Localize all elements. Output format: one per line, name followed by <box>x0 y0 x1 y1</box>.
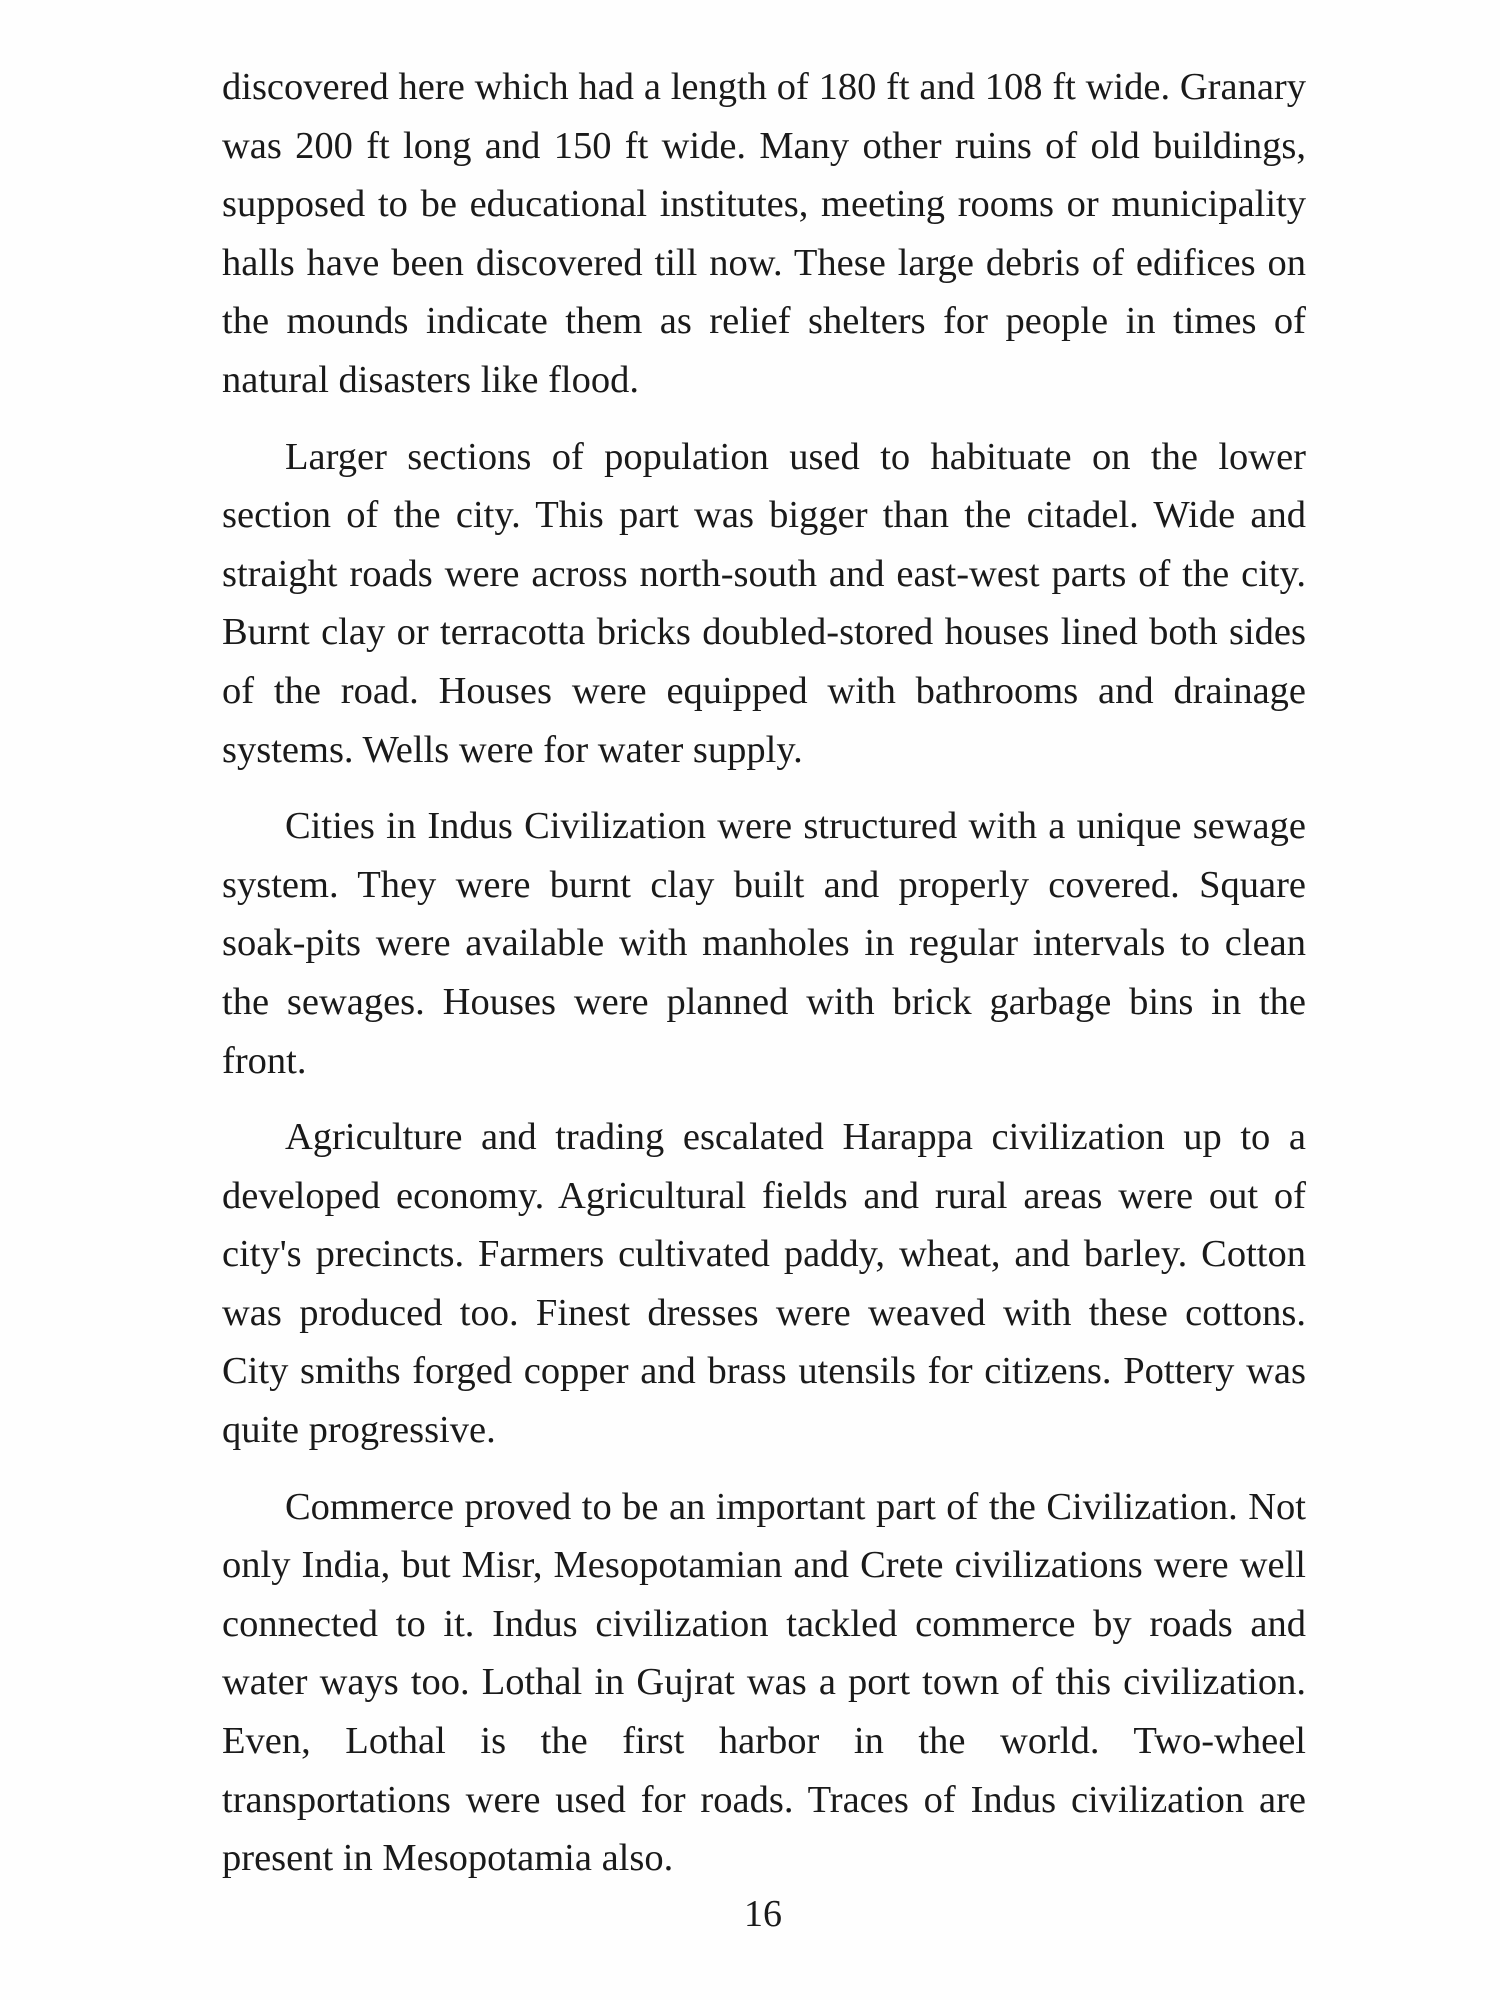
paragraph-lower-city: Larger sections of population used to habituate on the lower section of the city. This part was bigger than the citadel. Wide and straight roads were across north-south and east-west parts of the city. Burnt clay or terracotta bricks doubled-stored houses lined both sides of the road. Houses were equipped with bathrooms and drainage systems. Wells were for water supply. <box>222 435 1306 771</box>
paragraph-granary: discovered here which had a length of 180 ft and 108 ft wide. Granary was 200 ft long and 150 ft wide. Many other ruins of old buildings, supposed to be educational institutes, meeting rooms or municipality halls have been discovered till now. These large debris of edifices on the mounds indicate them as relief shelters for people in times of natural disasters like flood. <box>222 66 1306 401</box>
body-text <box>222 58 1306 1906</box>
page-number: 16 <box>744 1893 782 1935</box>
paragraph-sewage: Cities in Indus Civilization were structured with a unique sewage system. They were burnt clay built and properly covered. Square soak-pits were available with manholes in regular intervals to clean the sewages. Houses were planned with brick garbage bins in the front. <box>222 805 1306 1082</box>
paragraph-agriculture: Agriculture and trading escalated Harappa civilization up to a developed economy. Agricultural fields and rural areas were out of city's precincts. Farmers cultivated paddy, wheat, and barley. Cotton was produced too. Finest dresses were weaved with these cottons. City smiths forged copper and brass utensils for citizens. Pottery was quite progressive. <box>222 1116 1306 1452</box>
paragraph-commerce: Commerce proved to be an important part of the Civilization. Not only India, but Misr, Mesopotamian and Crete civilizations were well connected to it. Indus civilization tackled commerce by roads and water ways too. Lothal in Gujrat was a port town of this civilization. Even, Lothal is the first harbor in the world. Two-wheel transportations were used for roads. Traces of Indus civilization are present in Mesopotamia also. <box>222 1485 1306 1880</box>
